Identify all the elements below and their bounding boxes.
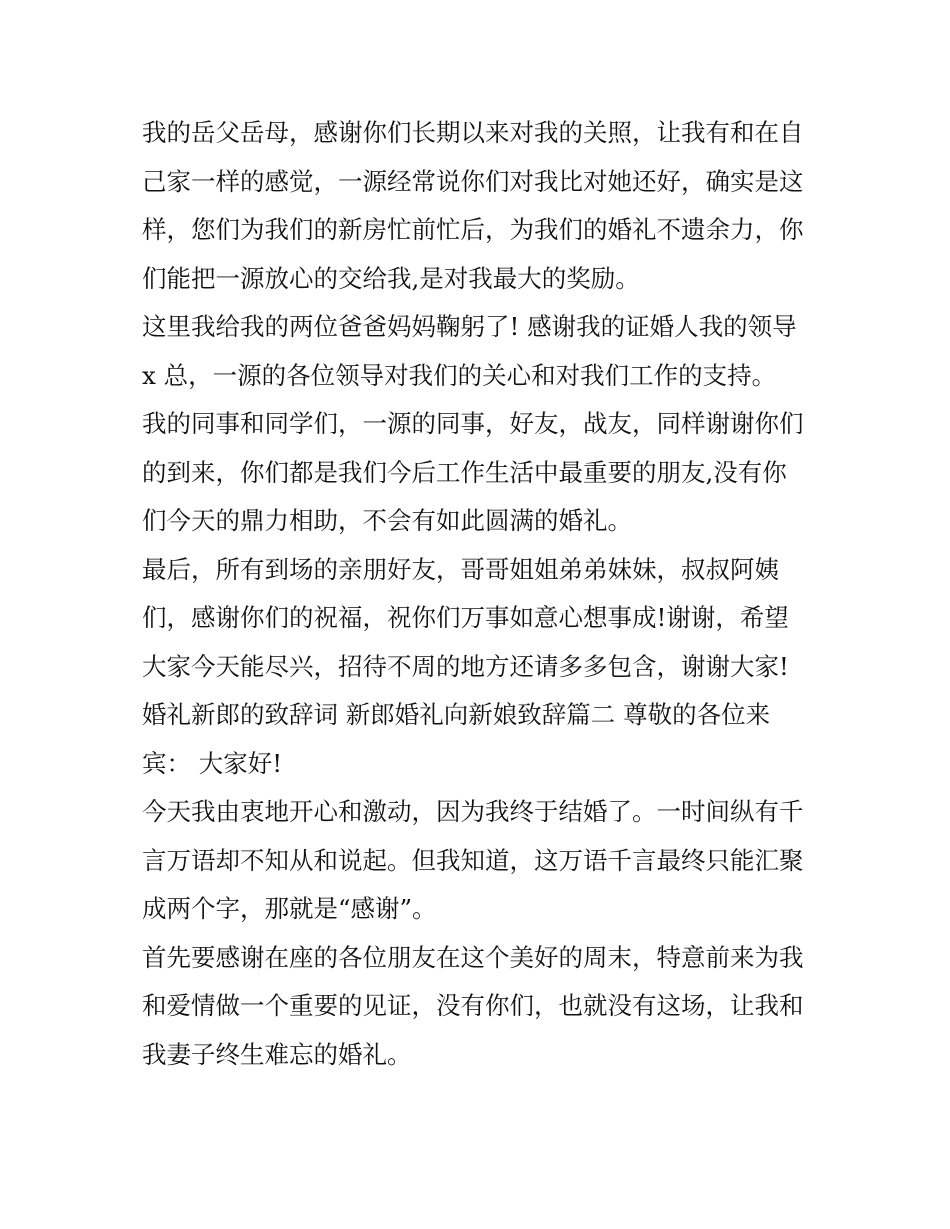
body-text (142, 109, 814, 1079)
text-line: 们，感谢你们的祝福，祝你们万事如意心想事成!谢谢，希望 (142, 603, 789, 632)
text-line: 我的岳父岳母，感谢你们长期以来对我的关照，让我有和在自 (142, 118, 804, 147)
text-line: 婚礼新郎的致辞词 新郎婚礼向新娘致辞篇二 尊敬的各位来 (142, 700, 771, 729)
text-line: 己家一样的感觉，一源经常说你们对我比对她还好，确实是这 (142, 166, 804, 196)
text-line: 我的同事和同学们，一源的同事，好友，战友，同样谢谢你们 (142, 409, 804, 438)
text-line: 的到来，你们都是我们今后工作生活中最重要的朋友,没有你 (142, 457, 787, 487)
text-line: 宾： 大家好! (142, 748, 283, 778)
text-line: 我妻子终生难忘的婚礼。 (142, 1039, 412, 1069)
text-line: 们今天的鼎力相助，不会有如此圆满的婚礼。 (142, 506, 632, 535)
text-line: 们能把一源放心的交给我,是对我最大的奖励。 (142, 263, 640, 293)
text-line: 大家今天能尽兴，招待不周的地方还请多多包含，谢谢大家! (142, 651, 789, 681)
text-line: 言万语却不知从和说起。但我知道，这万语千言最终只能汇聚 (142, 845, 804, 875)
text-line: x 总，一源的各位领导对我们的关心和对我们工作的支持。 (142, 360, 777, 390)
text-line: 和爱情做一个重要的见证，没有你们，也就没有这场，让我和 (142, 991, 804, 1020)
text-line: 成两个字，那就是“感谢”。 (142, 894, 437, 923)
text-line: 首先要感谢在座的各位朋友在这个美好的周末，特意前来为我 (142, 942, 804, 972)
text-line: 样，您们为我们的新房忙前忙后，为我们的婚礼不遗余力，你 (142, 215, 804, 244)
text-line: 这里我给我的两位爸爸妈妈鞠躬了! 感谢我的证婚人我的领导 (142, 312, 797, 341)
text-line: 今天我由衷地开心和激动，因为我终于结婚了。一时间纵有千 (142, 797, 804, 826)
text-line: 最后，所有到场的亲朋好友，哥哥姐姐弟弟妹妹，叔叔阿姨 (142, 554, 779, 584)
